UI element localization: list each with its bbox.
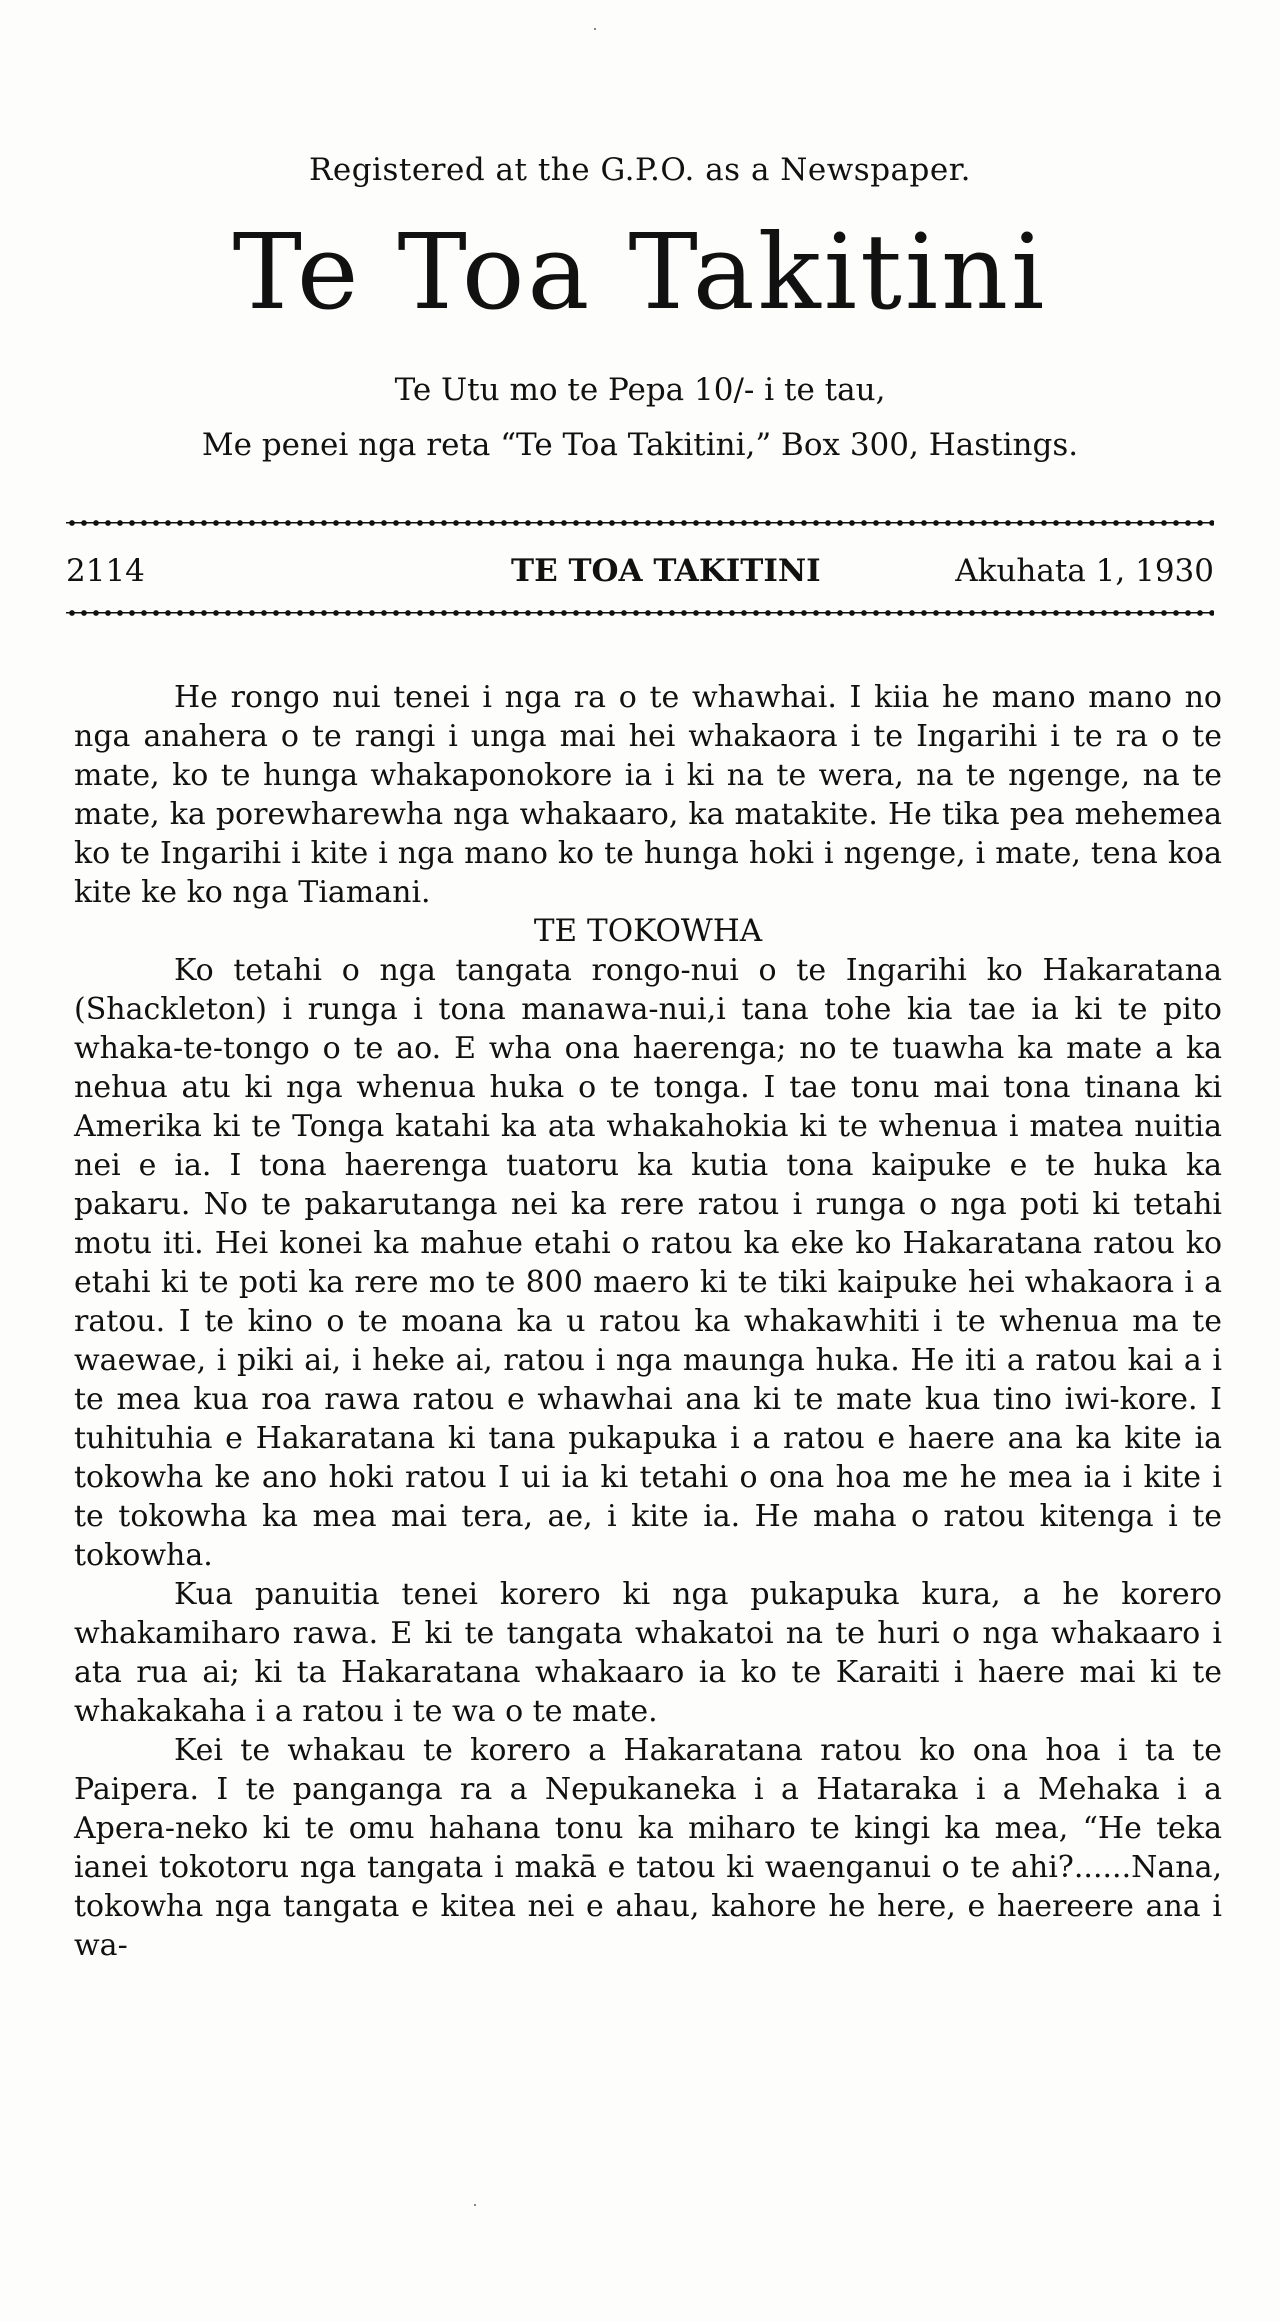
print-speck [474, 2204, 476, 2206]
article-body [74, 678, 1222, 1965]
running-title: TE TOA TAKITINI [511, 553, 821, 589]
issue-date: Akuhata 1, 1930 [955, 553, 1214, 589]
article-paragraph: Kua panuitia tenei korero ki nga pukapuka kura, a he korero whakamiharo rawa. E ki te tangata whakatoi na te huri o nga whakaaro i ata rua ai; ki ta Hakaratana whakaaro ia ko te Karaiti i haere mai ki te whakakaha i a ratou i te wa o te mate. [74, 1577, 1222, 1729]
masthead-title: Te Toa Takitini [232, 211, 1048, 333]
article-paragraph: Ko tetahi o nga tangata rongo-nui o te Ingarihi ko Hakaratana (Shackleton) i runga i tona manawa-nui,i tana tohe kia tae ia ki te pito whaka-te-tongo o te ao. E wha ona haerenga; no te tuawha ka mate a ka nehua atu ki nga whenua huka o te tonga. I tae tonu mai tona tinana ki Amerika ki te Tonga katahi ka ata whakahokia ki te whenua i matea nuitia nei e ia. I tona haerenga tuatoru ka kutia tona kaipuke e te huka ka pakaru. No te pakarutanga nei ka rere ratou i runga o nga poti ki tetahi motu iti. Hei konei ka mahue etahi o ratou ka eke ko Hakaratana ratou ko etahi ki te poti ka rere mo te 800 maero ki te tiki kaipuke hei whakaora i a ratou. I te kino o te moana ka u ratou ka whakawhiti i te whenua ma te waewae, i piki ai, i heke ai, ratou i nga maunga huka. He iti a ratou kai a i te mea kua roa rawa ratou e whawhai ana ki te mate kua tino iwi-kore. I tuhituhia e Hakaratana ki tana pukapuka i a ratou e haere ana ka kite ia tokowha ke ano hoki ratou I ui ia ki tetahi o ona hoa me he mea ia i kite i te tokowha ka mea mai tera, ae, i kite ia. He maha o ratou kitenga i te tokowha. [74, 953, 1222, 1573]
dotted-rule-top [66, 518, 1214, 528]
page-number: 2114 [66, 553, 145, 589]
print-speck [594, 28, 596, 30]
section-heading: TE TOKOWHA [533, 913, 763, 949]
article-paragraph: Kei te whakau te korero a Hakaratana ratou ko ona hoa i ta te Paipera. I te panganga ra a Nepukaneka i a Hataraka i a Mehaka i a Apera-neko ki te omu hahana tonu ka miharo te kingi ka mea, “He teka ianei tokotoru nga tangata i makā e tatou ki waenganui o te ahi?......Nana, tokowha nga tangata e kitea nei e ahau, kahore he here, e haereere ana i wa- [74, 1733, 1222, 1963]
intro-paragraph: He rongo nui tenei i nga ra o te whawhai. I kiia he mano mano no nga anahera o te rangi i unga mai hei whakaora i te Ingarihi i te ra o te mate, ko te hunga whakaponokore ia i ki na te wera, na te ngenge, na te mate, ka porewharewha nga whakaaro, ka matakite. He tika pea mehemea ko te Ingarihi i kite i nga mano ko te hunga hoki i ngenge, i mate, tena koa kite ke ko nga Tiamani. [74, 680, 1222, 910]
registration-notice: Registered at the G.P.O. as a Newspaper. [309, 152, 971, 188]
subscription-price-line: Te Utu mo te Pepa 10/- i te tau, [394, 372, 886, 408]
issue-info-bar [66, 553, 1214, 597]
postal-address-line: Me penei nga reta “Te Toa Takitini,” Box 300, Hastings. [201, 427, 1079, 463]
dotted-rule-bottom [66, 608, 1214, 618]
